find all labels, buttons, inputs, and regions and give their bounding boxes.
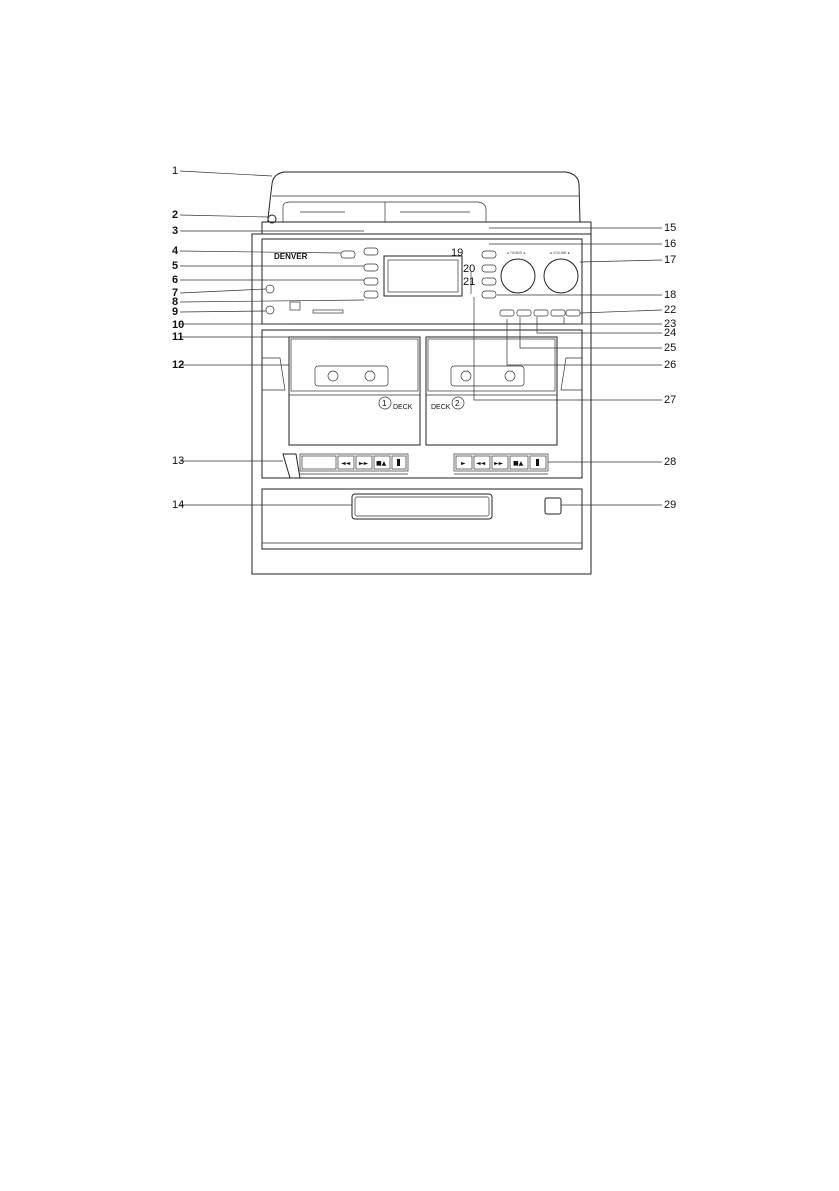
button-23[interactable] <box>517 310 531 316</box>
callout-28: 28 <box>664 456 677 468</box>
svg-text:►►: ►► <box>359 460 369 467</box>
callout-22: 22 <box>664 304 677 316</box>
standby-button[interactable] <box>341 251 355 258</box>
cassette-section <box>262 330 582 478</box>
deck-2-transport <box>454 454 548 474</box>
deck-1-transport <box>283 454 408 478</box>
button-26[interactable] <box>566 310 580 316</box>
cd-slot[interactable] <box>352 494 492 519</box>
callout-15: 15 <box>664 222 677 234</box>
tuning-knob[interactable] <box>501 259 535 293</box>
callout-8: 8 <box>172 296 179 308</box>
callout-17: 17 <box>664 254 677 266</box>
deck-2[interactable] <box>426 337 557 445</box>
callout-11: 11 <box>172 331 184 343</box>
svg-text:■▲: ■▲ <box>513 460 524 467</box>
callout-10: 10 <box>172 319 185 331</box>
svg-text:◄◄: ◄◄ <box>476 460 486 467</box>
svg-text:►►: ►► <box>494 460 504 467</box>
svg-text:■▲: ■▲ <box>376 460 387 467</box>
button-22[interactable] <box>500 310 514 316</box>
svg-text:◄ VOLUME ►: ◄ VOLUME ► <box>549 251 571 255</box>
control-panel <box>262 239 582 324</box>
leader-line-23 <box>564 317 662 324</box>
callout-labels <box>172 165 676 511</box>
cd-eject-button[interactable] <box>545 498 561 514</box>
callout-19: 19 <box>451 247 464 259</box>
leader-line-26 <box>507 319 662 365</box>
callout-13: 13 <box>172 455 185 467</box>
callout-4: 4 <box>172 245 179 257</box>
svg-text:◄◄: ◄◄ <box>341 460 351 467</box>
callout-27: 27 <box>664 394 677 406</box>
brand-logo: DENVER <box>274 252 308 261</box>
leader-line-7 <box>180 289 266 293</box>
turntable-lid <box>262 172 591 234</box>
deck-2-number: 2 <box>455 399 460 408</box>
callout-24: 24 <box>664 327 677 339</box>
volume-knob[interactable] <box>544 259 578 293</box>
callout-23: 23 <box>664 318 677 330</box>
deck-2-label: DECK <box>431 404 451 411</box>
callout-2: 2 <box>172 209 179 221</box>
button-15[interactable] <box>482 251 496 258</box>
callout-29: 29 <box>664 499 677 511</box>
leader-line-17 <box>580 260 662 262</box>
callout-14: 14 <box>172 499 185 511</box>
callout-20: 20 <box>463 263 476 275</box>
leader-line-24 <box>537 317 662 333</box>
button-3[interactable] <box>364 248 378 255</box>
sd-card-slot[interactable] <box>313 310 343 313</box>
button-18a[interactable] <box>482 278 496 285</box>
deck-1[interactable] <box>289 337 420 445</box>
callout-18: 18 <box>664 289 677 301</box>
leader-line-1 <box>180 171 272 176</box>
callout-1: 1 <box>172 165 179 177</box>
leader-line-22 <box>580 310 662 313</box>
deck-1-number: 1 <box>382 399 387 408</box>
leader-line-8 <box>180 300 364 302</box>
cd-section <box>262 489 582 549</box>
svg-text:◄ TUNING ►: ◄ TUNING ► <box>506 251 527 255</box>
leader-line-4 <box>180 251 341 253</box>
callout-3: 3 <box>172 225 179 237</box>
callout-12: 12 <box>172 359 185 371</box>
callout-21: 21 <box>463 276 476 288</box>
leader-line-27 <box>474 297 662 400</box>
svg-text:►: ► <box>461 460 466 467</box>
callout-26: 26 <box>664 359 677 371</box>
leader-line-9 <box>180 311 266 312</box>
deck-1-label: DECK <box>393 404 413 411</box>
cabinet-outline <box>252 234 591 574</box>
callout-5: 5 <box>172 260 179 272</box>
callout-16: 16 <box>664 238 677 250</box>
callout-25: 25 <box>664 342 677 354</box>
power-button[interactable] <box>266 306 274 314</box>
button-25[interactable] <box>551 310 565 316</box>
button-6[interactable] <box>364 278 378 285</box>
callout-7: 7 <box>172 287 179 299</box>
button-18b[interactable] <box>482 291 496 298</box>
headphone-jack[interactable] <box>266 285 274 293</box>
button-24[interactable] <box>534 310 548 316</box>
callout-6: 6 <box>172 274 179 286</box>
callout-9: 9 <box>172 306 179 318</box>
display-window <box>384 256 462 296</box>
button-5[interactable] <box>364 264 378 271</box>
usb-port[interactable] <box>290 302 300 310</box>
leader-line-2 <box>180 215 268 217</box>
button-8[interactable] <box>364 291 378 298</box>
button-16[interactable] <box>482 265 496 272</box>
deck-1-play-button[interactable] <box>302 456 336 469</box>
